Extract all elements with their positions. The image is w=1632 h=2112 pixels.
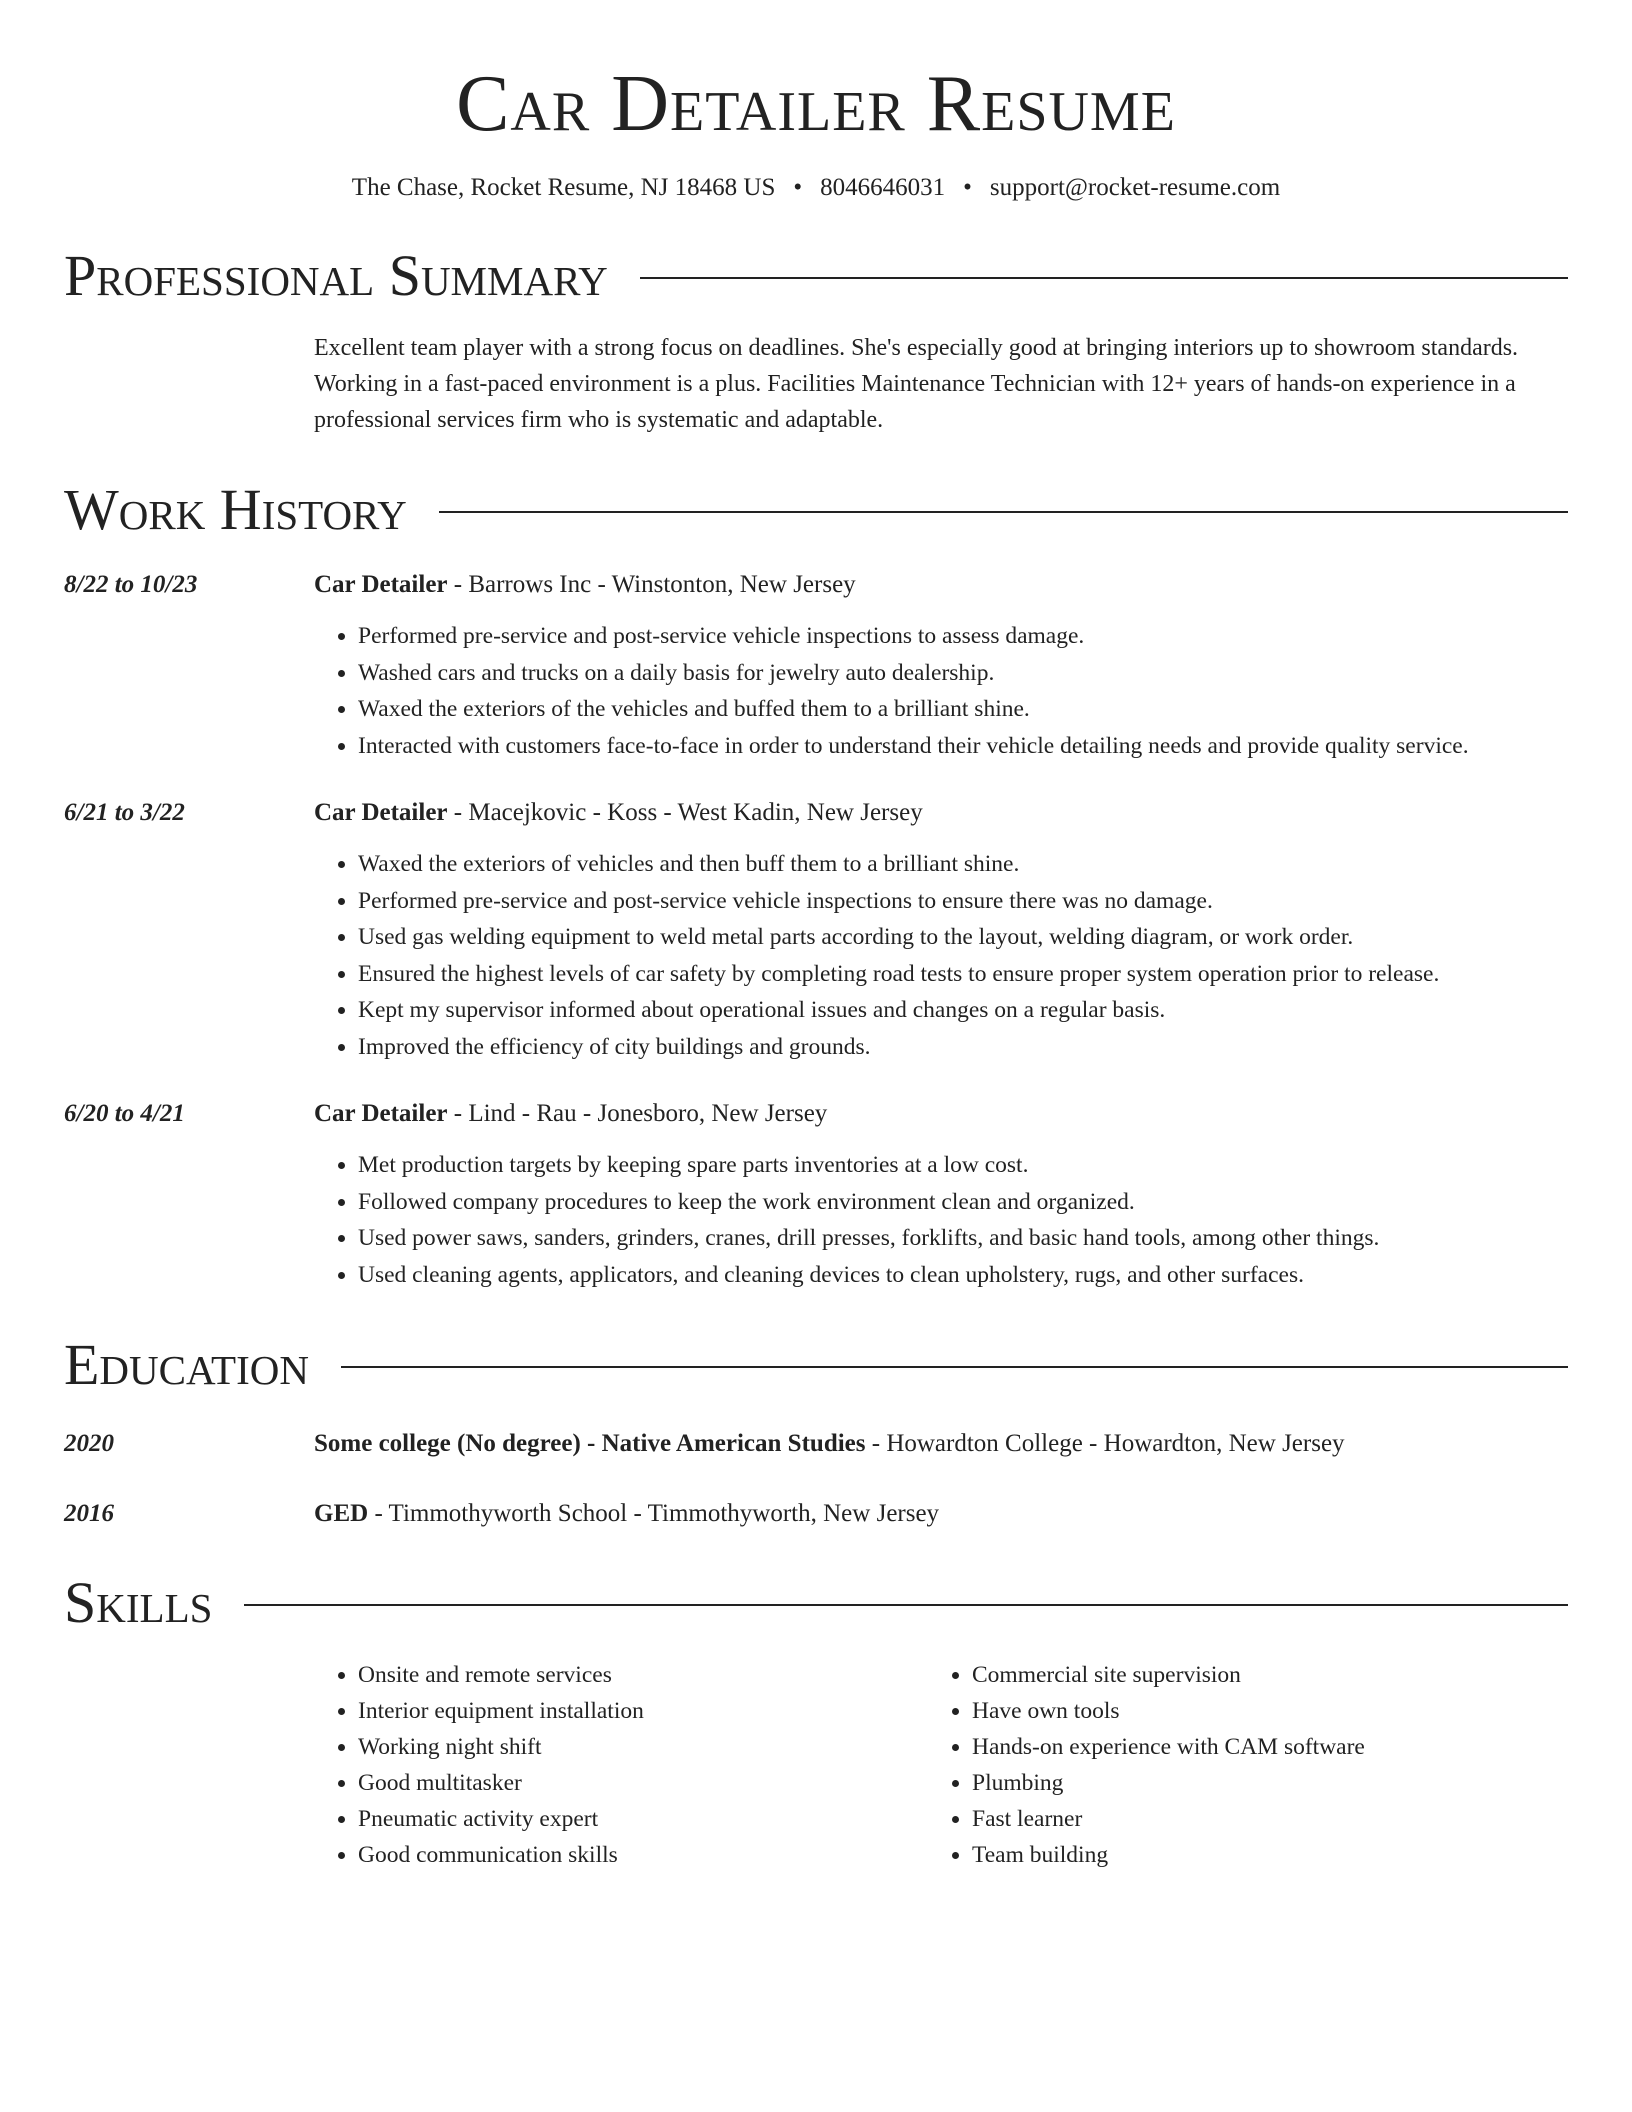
education-heading-line xyxy=(314,1427,1568,1461)
list-item: • Performed pre-service and post-service vehicle inspections to ensure there was no damage. xyxy=(358,883,1568,920)
contact-phone: 8046646031 xyxy=(820,174,946,201)
list-item: • Plumbing xyxy=(972,1765,1542,1801)
education-degree: GED xyxy=(314,1500,369,1527)
education-details: - Howardton College - Howardton, New Jersey xyxy=(865,1430,1345,1457)
skills-list-right xyxy=(928,1657,1542,1873)
list-item: • Followed company procedures to keep the work environment clean and organized. xyxy=(358,1184,1568,1221)
list-item: • Improved the efficiency of city buildings and grounds. xyxy=(358,1029,1568,1066)
section-divider xyxy=(341,1366,1568,1368)
contact-separator: • xyxy=(963,174,972,201)
list-item: • Performed pre-service and post-service vehicle inspections to assess damage. xyxy=(358,618,1568,655)
education-body xyxy=(314,1497,1568,1531)
section-divider xyxy=(640,277,1568,279)
job-title: Car Detailer xyxy=(314,799,448,826)
list-item: • Kept my supervisor informed about operational issues and changes on a regular basis. xyxy=(358,992,1568,1029)
job-bullets xyxy=(314,618,1568,764)
education-section-header xyxy=(64,1333,1568,1397)
job-body xyxy=(314,1097,1568,1293)
list-item: • Good communication skills xyxy=(358,1837,928,1873)
list-item: • Hands-on experience with CAM software xyxy=(972,1729,1542,1765)
job-details: - Macejkovic - Koss - West Kadin, New Jersey xyxy=(447,799,923,826)
list-item: • Good multitasker xyxy=(358,1765,928,1801)
summary-section-header xyxy=(64,244,1568,308)
job-heading xyxy=(314,1097,1568,1131)
education-year: 2016 xyxy=(64,1500,114,1527)
job-details: - Lind - Rau - Jonesboro, New Jersey xyxy=(447,1100,828,1127)
list-item: • Waxed the exteriors of the vehicles and buffed them to a brilliant shine. xyxy=(358,691,1568,728)
education-heading-line xyxy=(314,1497,1568,1531)
list-item: • Working night shift xyxy=(358,1729,928,1765)
list-item: • Onsite and remote services xyxy=(358,1657,928,1693)
section-divider xyxy=(244,1604,1568,1606)
list-item: • Commercial site supervision xyxy=(972,1657,1542,1693)
skills-columns xyxy=(314,1657,1568,1873)
job-bullets xyxy=(314,846,1568,1065)
work-heading: Work History xyxy=(64,477,407,542)
skills-heading: Skills xyxy=(64,1570,213,1635)
section-divider xyxy=(439,511,1568,513)
education-body xyxy=(314,1427,1568,1461)
job-bullets xyxy=(314,1147,1568,1293)
list-item: • Team building xyxy=(972,1837,1542,1873)
resume-title: Car Detailer Resume xyxy=(456,60,1176,148)
list-item: • Interior equipment installation xyxy=(358,1693,928,1729)
education-year: 2020 xyxy=(64,1430,114,1457)
list-item: • Washed cars and trucks on a daily basis for jewelry auto dealership. xyxy=(358,655,1568,692)
contact-email: support@rocket-resume.com xyxy=(989,174,1281,201)
list-item: • Used power saws, sanders, grinders, cranes, drill presses, forklifts, and basic hand tools, among other things. xyxy=(358,1220,1568,1257)
job-dates: 8/22 to 10/23 xyxy=(64,571,198,598)
list-item: • Pneumatic activity expert xyxy=(358,1801,928,1837)
list-item: • Used gas welding equipment to weld metal parts according to the layout, welding diagram, or work order. xyxy=(358,919,1568,956)
list-item: • Fast learner xyxy=(972,1801,1542,1837)
education-entry xyxy=(64,1497,1568,1531)
skills-section-header xyxy=(64,1571,1568,1635)
job-details: - Barrows Inc - Winstonton, New Jersey xyxy=(447,571,856,598)
work-section-header xyxy=(64,478,1568,542)
list-item: • Ensured the highest levels of car safety by completing road tests to ensure proper system operation prior to release. xyxy=(358,956,1568,993)
job-entry xyxy=(64,796,1568,1065)
job-title: Car Detailer xyxy=(314,1100,448,1127)
list-item: • Used cleaning agents, applicators, and cleaning devices to clean upholstery, rugs, and other surfaces. xyxy=(358,1257,1568,1294)
list-item: • Interacted with customers face-to-face in order to understand their vehicle detailing needs and provide quality service. xyxy=(358,728,1568,765)
job-title: Car Detailer xyxy=(314,571,448,598)
summary-text: Excellent team player with a strong focus on deadlines. She's especially good at bringing interiors up to showroom standards. Working in a fast-paced environment is a plus. Facilities Maintenance Technician with 12+ years of hands-on experience in a professional services firm who is systematic and adaptable. xyxy=(314,335,1519,433)
list-item: • Met production targets by keeping spare parts inventories at a low cost. xyxy=(358,1147,1568,1184)
contact-separator: • xyxy=(793,174,803,201)
education-heading: Education xyxy=(64,1332,309,1397)
job-entry xyxy=(64,1097,1568,1293)
list-item: • Waxed the exteriors of vehicles and then buff them to a brilliant shine. xyxy=(358,846,1568,883)
education-degree: Some college (No degree) - Native American Studies xyxy=(314,1430,866,1457)
job-heading xyxy=(314,568,1568,602)
job-dates: 6/20 to 4/21 xyxy=(64,1100,185,1127)
job-heading xyxy=(314,796,1568,830)
contact-line xyxy=(64,172,1568,204)
job-body xyxy=(314,796,1568,1065)
job-dates: 6/21 to 3/22 xyxy=(64,799,185,826)
summary-heading: Professional Summary xyxy=(64,243,608,308)
education-details: - Timmothyworth School - Timmothyworth, New Jersey xyxy=(368,1500,940,1527)
list-item: • Have own tools xyxy=(972,1693,1542,1729)
job-body xyxy=(314,568,1568,764)
job-entry xyxy=(64,568,1568,764)
education-entry xyxy=(64,1427,1568,1461)
contact-address: The Chase, Rocket Resume, NJ 18468 US xyxy=(351,174,776,201)
skills-list-left xyxy=(314,1657,928,1873)
